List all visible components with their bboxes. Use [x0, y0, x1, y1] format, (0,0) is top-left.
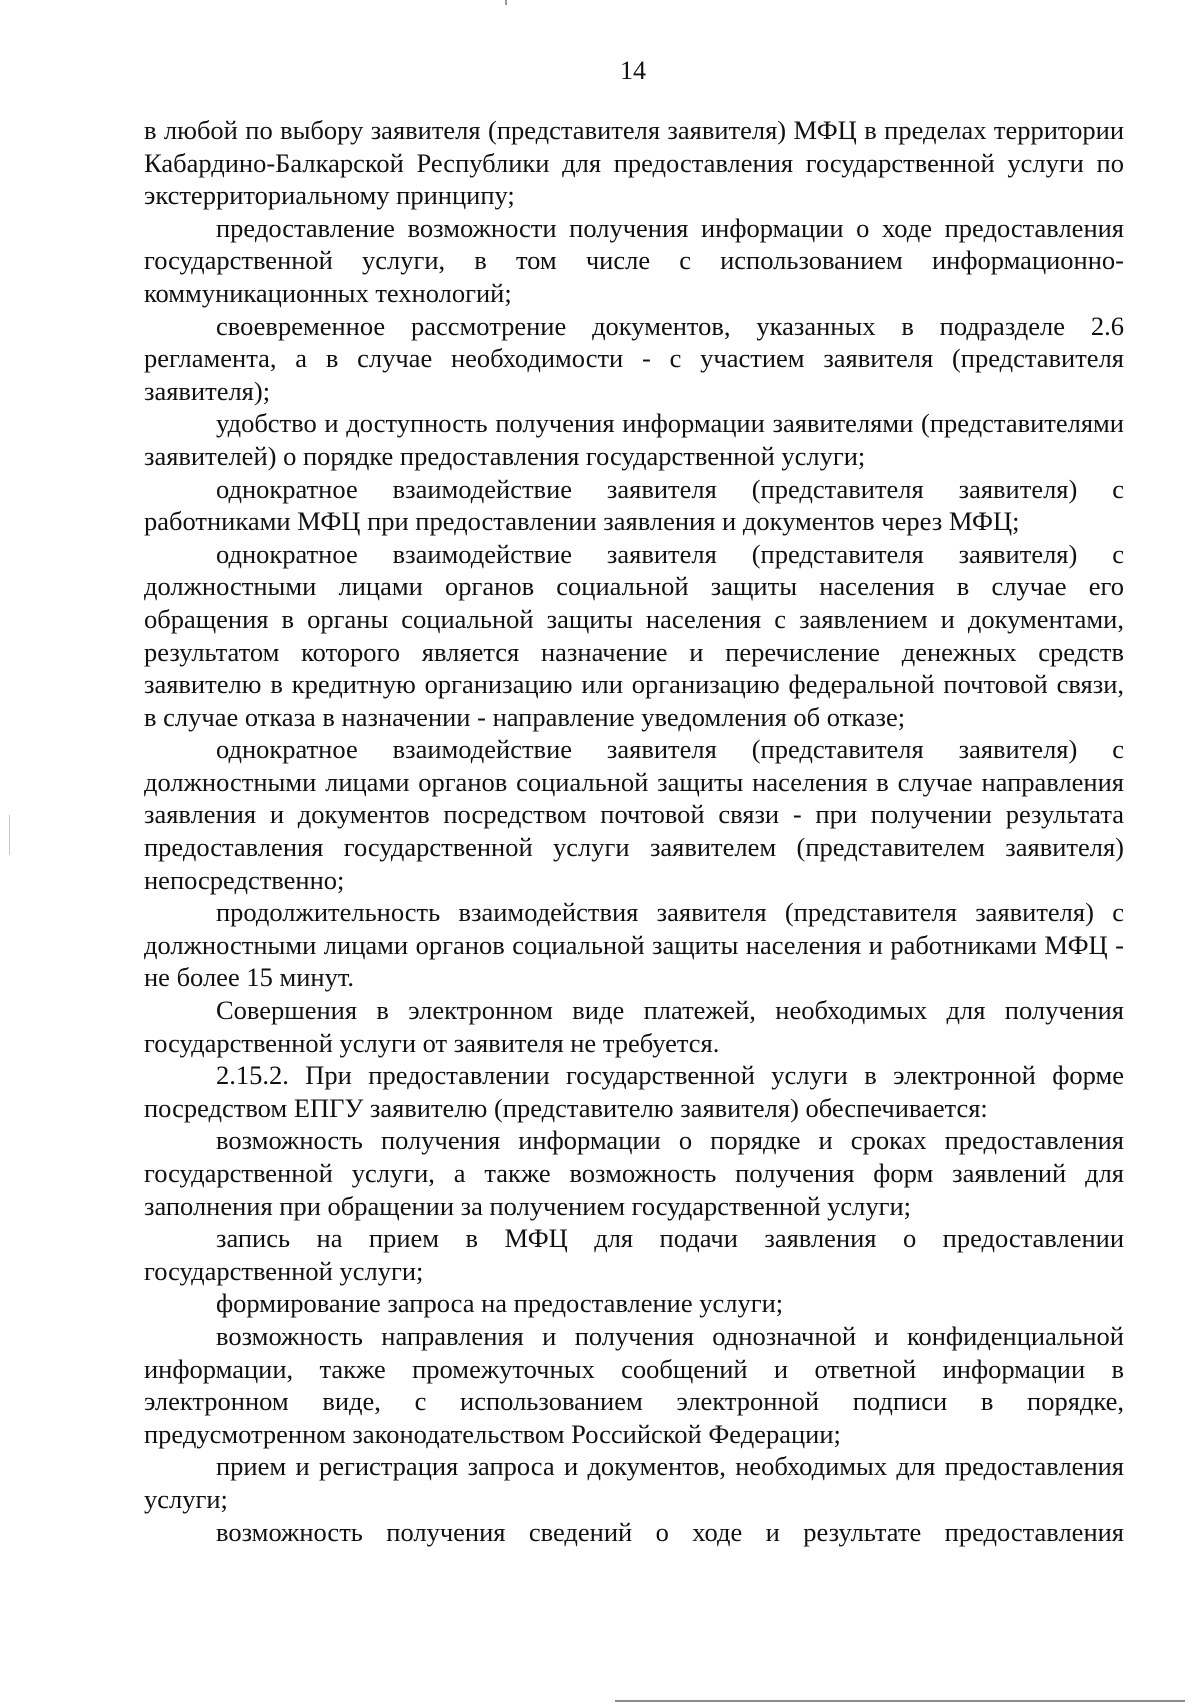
paragraph: удобство и доступность получения информации заявителями (представителями заявителей) о порядке предоставления государственной услуги; — [144, 408, 1124, 471]
paragraph: возможность направления и получения однозначной и конфиденциальной информации, также промежуточных сообщений и ответной информации в электронном виде, с использованием электронной подписи в порядке, предусмотренном законодательством Российской Федерации; — [144, 1320, 1124, 1449]
paragraph: в любой по выбору заявителя (представителя заявителя) МФЦ в пределах территории Кабардино-Балкарской Республики для предоставления государственной услуги по экстерриториальному принципу; — [144, 115, 1124, 211]
paragraph: возможность получения информации о порядке и сроках предоставления государственной услуги, а также возможность получения форм заявлений для заполнения при обращении за получением государственной услуги; — [144, 1125, 1124, 1221]
paragraph: однократное взаимодействие заявителя (представителя заявителя) с работниками МФЦ при предоставлении заявления и документов через МФЦ; — [144, 473, 1124, 537]
scan-artifact-left — [9, 815, 10, 855]
paragraph: своевременное рассмотрение документов, указанных в подразделе 2.6 регламента, а в случае необходимости - с участием заявителя (представителя заявителя); — [144, 310, 1124, 406]
paragraph: возможность получения сведений о ходе и результате предоставления — [216, 1516, 1124, 1547]
paragraph: 2.15.2. При предоставлении государственной услуги в электронной форме посредством ЕПГУ заявителю (представителю заявителя) обеспечивается: — [144, 1060, 1124, 1123]
paragraph: запись на прием в МФЦ для подачи заявления о предоставлении государственной услуги; — [144, 1223, 1124, 1286]
paragraph: прием и регистрация запроса и документов, необходимых для предоставления услуги; — [144, 1451, 1124, 1514]
paragraph: формирование запроса на предоставление услуги; — [216, 1288, 784, 1319]
document-body — [144, 114, 1124, 1548]
paragraph: однократное взаимодействие заявителя (представителя заявителя) с должностными лицами органов социальной защиты населения в случае направления заявления и документов посредством почтовой связи - при получении результата предоставления государственной услуги заявителем (представителем заявителя) непосредственно; — [144, 734, 1124, 895]
paragraph: продолжительность взаимодействия заявителя (представителя заявителя) с должностными лицами органов социальной защиты населения и работниками МФЦ - не более 15 минут. — [144, 897, 1124, 993]
page-number: 14 — [620, 56, 646, 85]
paragraph: Совершения в электронном виде платежей, необходимых для получения государственной услуги от заявителя не требуется. — [144, 995, 1124, 1058]
scan-artifact-bottom — [615, 1700, 1185, 1702]
scan-artifact-top — [505, 0, 507, 5]
paragraph: однократное взаимодействие заявителя (представителя заявителя) с должностными лицами органов социальной защиты населения в случае его обращения в органы социальной защиты населения с заявлением и документами, результатом которого является назначение и перечисление денежных средств заявителю в кредитную организацию или организацию федеральной почтовой связи, в случае отказа в назначении - направление уведомления об отказе; — [144, 538, 1124, 732]
paragraph: предоставление возможности получения информации о ходе предоставления государственной услуги, в том числе с использованием информационно-коммуникационных технологий; — [144, 212, 1124, 308]
